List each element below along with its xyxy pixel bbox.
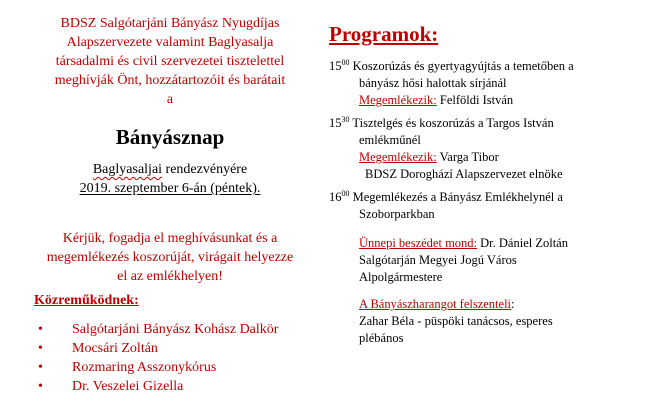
bell-label: A Bányászharangot felszenteli [359, 297, 512, 311]
venue-date: 2019. szeptember 6-án (péntek). [79, 181, 261, 196]
bullet-icon: • [38, 322, 43, 337]
bullet-icon: • [38, 379, 43, 394]
program-item-1 [329, 58, 574, 109]
invitation-text [20, 14, 320, 109]
program-description: Tisztelgés és koszorúzás a Targos István [352, 116, 554, 130]
list-item [38, 339, 278, 358]
venue-block [20, 160, 320, 198]
bullet-icon: • [38, 360, 43, 375]
list-item [38, 358, 278, 377]
program-item-2 [329, 115, 563, 183]
program-time: $16^{00}$ [329, 188, 350, 204]
role-value: Felföldi István [436, 93, 514, 107]
program-description-cont: emlékműnél [359, 133, 421, 147]
request-line: megemlékezés koszorúját, virágait helyezze [46, 250, 294, 265]
invitation-line: a [166, 92, 174, 107]
role-label: Megemlékezik: [359, 150, 437, 164]
contributor-name: Salgótarjáni Bányász Kohász Dalkör [72, 322, 279, 337]
request-line: el az emlékhelyen! [117, 269, 223, 284]
contributor-name: Mocsári Zoltán [72, 341, 158, 356]
speech-line: Salgótarján Megyei Jogú Város [359, 253, 517, 267]
speech-block [359, 235, 568, 286]
bullet-icon: • [38, 341, 43, 356]
invitation-line: meghívják Önt, hozzátartozóit és barátait [54, 73, 286, 88]
role-extra: BDSZ Doroghází Alapszervezet elnöke [365, 167, 563, 181]
program-description-cont: bányász hősi halottak sírjánál [359, 76, 507, 90]
bell-colon: : [511, 297, 515, 311]
venue-line [20, 160, 320, 179]
program-time: $15^{00}$ [329, 57, 350, 73]
contributor-name-text: Dr. Veszelei Gizella [72, 379, 184, 394]
role-value: Varga Tibor [436, 150, 499, 164]
program-description: Megemlékezés a Bányász Emlékhelynél a [352, 190, 563, 204]
program-description-cont: Szoborparkban [359, 207, 435, 221]
bell-value: Zahar Béla - püspöki tanácsos, esperes [359, 314, 553, 328]
program-heading: Programok: [329, 22, 439, 46]
invitation-line: Alapszervezete valamint Baglyasalja [66, 35, 274, 50]
event-title: Bányásznap [115, 125, 225, 149]
bell-block [359, 296, 553, 347]
request-text [20, 229, 320, 286]
speech-label: Ünnepi beszédet mond: [359, 236, 478, 250]
speech-value: Dr. Dániel Zoltán [477, 236, 568, 250]
speech-line: Alpolgármestere [359, 270, 443, 284]
contributor-name: Rozmaring Asszonykórus [72, 360, 217, 375]
role-label: Megemlékezik: [359, 93, 437, 107]
bell-value-cont: plébános [359, 331, 404, 345]
invitation-line: BDSZ Salgótarjáni Bányász Nyugdíjas [60, 16, 280, 31]
contributor-name [72, 379, 183, 394]
invitation-line: társadalmi és civil szervezetei tisztelettel [55, 54, 285, 69]
program-item-3 [329, 189, 563, 223]
program-description: Koszorúzás és gyertyagyújtás a temetőben a [352, 59, 574, 73]
contributors-list [38, 320, 278, 396]
list-item [38, 377, 278, 396]
contributors-heading: Közreműködnek: [34, 293, 139, 308]
request-line: Kérjük, fogadja el meghívásunkat és a [62, 231, 278, 246]
venue-place: Baglyasaljai [92, 162, 163, 177]
program-time: $15^{30}$ [329, 114, 350, 130]
venue-place-rest: rendezvényére [162, 162, 248, 177]
list-item [38, 320, 278, 339]
